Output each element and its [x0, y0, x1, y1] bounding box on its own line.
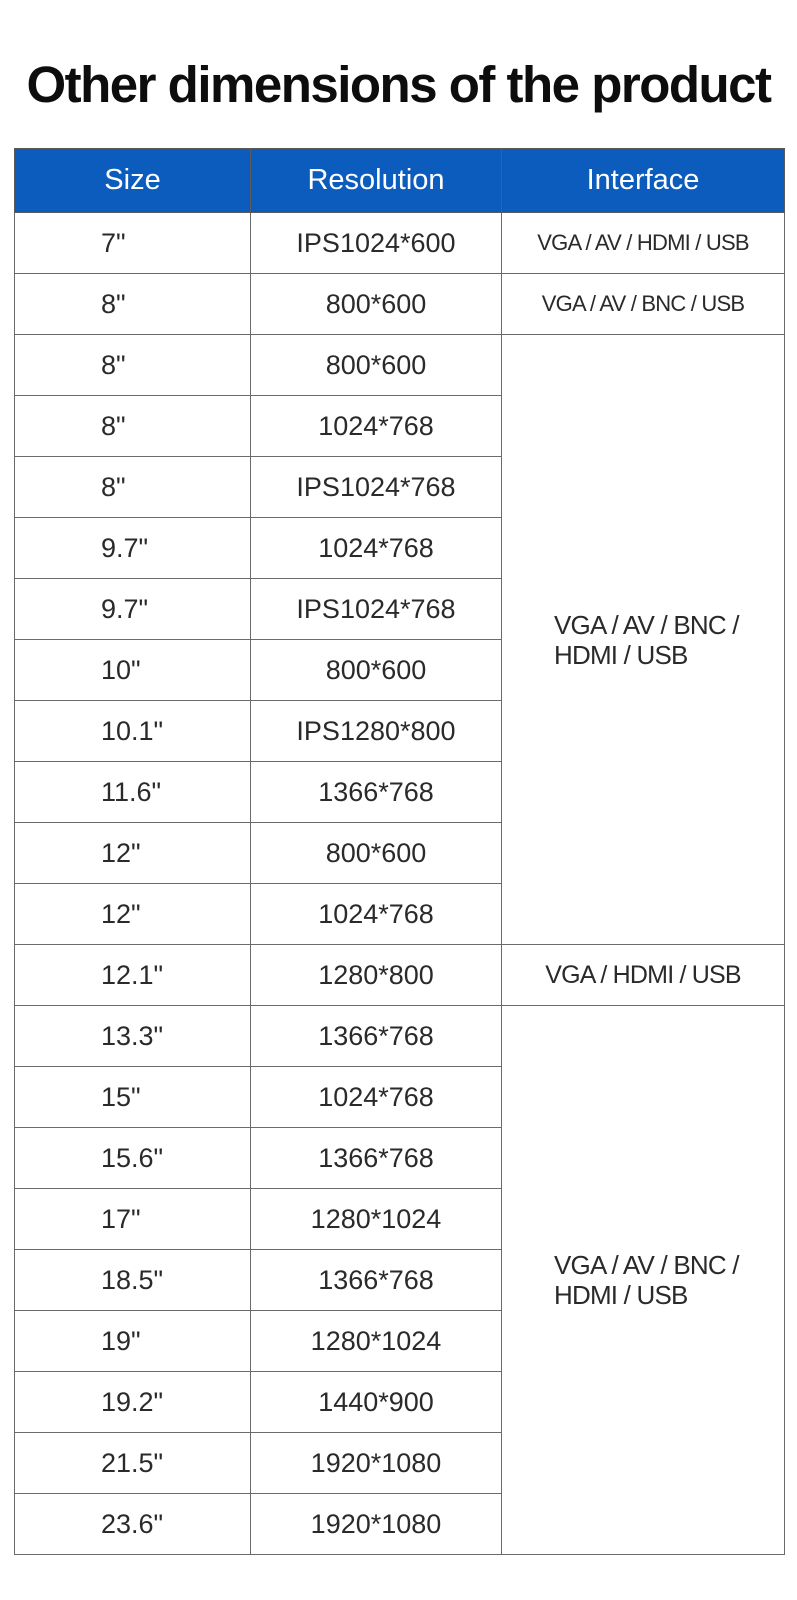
resolution-cell: 1280*1024	[251, 1189, 502, 1250]
header-resolution: Resolution	[251, 149, 502, 213]
resolution-cell: IPS1024*768	[251, 579, 502, 640]
interface-cell: VGA / AV / BNC / USB	[502, 274, 785, 335]
size-cell: 23.6"	[15, 1494, 251, 1555]
resolution-cell: 800*600	[251, 823, 502, 884]
resolution-cell: 800*600	[251, 640, 502, 701]
interface-cell: VGA / AV / HDMI / USB	[502, 213, 785, 274]
size-cell: 8"	[15, 457, 251, 518]
size-cell: 12"	[15, 884, 251, 945]
size-cell: 13.3"	[15, 1006, 251, 1067]
table-row	[15, 213, 785, 274]
resolution-cell: 1920*1080	[251, 1494, 502, 1555]
resolution-cell: 1280*1024	[251, 1311, 502, 1372]
resolution-cell: 1024*768	[251, 396, 502, 457]
size-cell: 12"	[15, 823, 251, 884]
size-cell: 15.6"	[15, 1128, 251, 1189]
size-cell: 9.7"	[15, 579, 251, 640]
resolution-cell: 1366*768	[251, 762, 502, 823]
header-interface: Interface	[502, 149, 785, 213]
size-cell: 8"	[15, 274, 251, 335]
resolution-cell: IPS1024*600	[251, 213, 502, 274]
resolution-cell: 800*600	[251, 274, 502, 335]
resolution-cell: 1024*768	[251, 518, 502, 579]
size-cell: 10"	[15, 640, 251, 701]
table-row	[15, 274, 785, 335]
size-cell: 21.5"	[15, 1433, 251, 1494]
interface-cell: VGA / HDMI / USB	[502, 945, 785, 1006]
table-row	[15, 335, 785, 396]
resolution-cell: 1440*900	[251, 1372, 502, 1433]
resolution-cell: 1366*768	[251, 1128, 502, 1189]
interface-cell-merged	[502, 1006, 785, 1555]
size-cell: 7"	[15, 213, 251, 274]
interface-line: HDMI / USB	[554, 1280, 688, 1310]
resolution-cell: 1920*1080	[251, 1433, 502, 1494]
spec-table	[14, 148, 785, 1555]
interface-line: VGA / AV / BNC /	[554, 1250, 739, 1280]
page-title: Other dimensions of the product	[26, 56, 771, 113]
interface-cell-merged	[502, 335, 785, 945]
size-cell: 8"	[15, 335, 251, 396]
size-cell: 10.1"	[15, 701, 251, 762]
interface-line: VGA / AV / BNC /	[554, 609, 739, 640]
resolution-cell: 800*600	[251, 335, 502, 396]
size-cell: 11.6"	[15, 762, 251, 823]
size-cell: 19.2"	[15, 1372, 251, 1433]
resolution-cell: 1366*768	[251, 1006, 502, 1067]
size-cell: 9.7"	[15, 518, 251, 579]
interface-line: HDMI / USB	[554, 639, 688, 670]
resolution-cell: IPS1024*768	[251, 457, 502, 518]
size-cell: 17"	[15, 1189, 251, 1250]
resolution-cell: 1280*800	[251, 945, 502, 1006]
resolution-cell: 1024*768	[251, 1067, 502, 1128]
resolution-cell: 1024*768	[251, 884, 502, 945]
table-row	[15, 1006, 785, 1067]
header-size: Size	[15, 149, 251, 213]
size-cell: 8"	[15, 396, 251, 457]
resolution-cell: 1366*768	[251, 1250, 502, 1311]
size-cell: 19"	[15, 1311, 251, 1372]
table-header-row	[15, 149, 785, 213]
size-cell: 12.1"	[15, 945, 251, 1006]
table-row	[15, 945, 785, 1006]
resolution-cell: IPS1280*800	[251, 701, 502, 762]
size-cell: 18.5"	[15, 1250, 251, 1311]
size-cell: 15"	[15, 1067, 251, 1128]
